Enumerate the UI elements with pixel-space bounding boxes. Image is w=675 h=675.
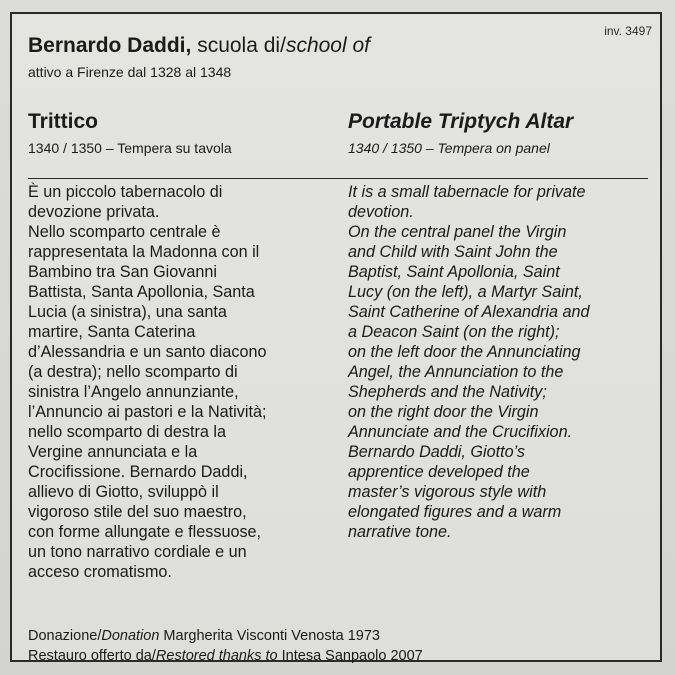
restoration-label-italian: Restauro offerto da/ (28, 648, 156, 664)
restoration-credit (28, 646, 423, 666)
description-line: a Deacon Saint (on the right); (348, 323, 560, 341)
description-line: con forme allungate e flessuose, (28, 523, 262, 541)
description-line: Annunciate and the Crucifixion. (348, 423, 573, 441)
language-separator: / (280, 34, 286, 57)
description-line: Vergine annunciata e la (28, 443, 198, 461)
description-line: vigoroso stile del suo maestro, (28, 503, 247, 521)
description-line: On the central panel the Virgin (348, 223, 567, 241)
description-line: l’Annuncio ai pastori e la Natività; (28, 403, 267, 421)
description-line: Crocifissione. Bernardo Daddi, (28, 463, 248, 481)
description-line: rappresentata la Madonna con il (28, 243, 260, 261)
description-line: Bernardo Daddi, Giotto’s (348, 443, 525, 461)
artist-heading (28, 33, 370, 59)
description-line: un tono narrativo cordiale e un (28, 543, 247, 561)
title-italian: Trittico (28, 110, 99, 133)
restoration-label-english: Restored thanks to (155, 648, 278, 664)
donation-label-english: Donation (101, 628, 160, 644)
donation-credit (28, 626, 423, 646)
description-line: allievo di Giotto, sviluppò il (28, 483, 219, 501)
description-line: martire, Santa Caterina (28, 323, 196, 341)
description-line: devozione privata. (28, 203, 160, 221)
donation-label-italian: Donazione/ (28, 628, 102, 644)
school-english: school of (285, 34, 370, 57)
description-line: and Child with Saint John the (348, 243, 558, 261)
artist-activity: attivo a Firenze dal 1328 al 1348 (28, 64, 232, 80)
description-line: on the left door the Annunciating (348, 343, 581, 361)
description-line: Angel, the Annunciation to the (348, 363, 564, 381)
description-line: It is a small tabernacle for private (348, 183, 586, 201)
description-line: narrative tone. (348, 523, 452, 541)
description-line: Saint Catherine of Alexandria and (348, 303, 590, 321)
date-medium-italian: 1340 / 1350 – Tempera su tavola (28, 140, 232, 156)
description-line: È un piccolo tabernacolo di (28, 183, 223, 201)
artist-name: Bernardo Daddi, (28, 34, 192, 57)
description-line: acceso cromatismo. (28, 563, 172, 581)
restorer-name: Intesa Sanpaolo 2007 (277, 648, 423, 664)
description-line: Battista, Santa Apollonia, Santa (28, 283, 255, 301)
inventory-number: inv. 3497 (604, 24, 652, 38)
description-line: apprentice developed the (348, 463, 530, 481)
museum-label-card (10, 12, 662, 662)
description-line: elongated figures and a warm (348, 503, 562, 521)
description-line: Baptist, Saint Apollonia, Saint (348, 263, 560, 281)
description-line: Lucy (on the left), a Martyr Saint, (348, 283, 583, 301)
description-italian (28, 182, 266, 582)
description-english (348, 182, 589, 542)
title-english: Portable Triptych Altar (348, 110, 574, 133)
divider-rule (28, 178, 648, 179)
credits (28, 626, 423, 666)
description-line: sinistra l’Angelo annunziante, (28, 383, 239, 401)
description-line: Nello scomparto centrale è (28, 223, 221, 241)
description-line: nello scomparto di destra la (28, 423, 226, 441)
description-line: devotion. (348, 203, 414, 221)
school-italian: scuola di (197, 34, 281, 57)
date-medium-english: 1340 / 1350 – Tempera on panel (348, 140, 550, 156)
description-line: (a destra); nello scomparto di (28, 363, 238, 381)
description-line: master’s vigorous style with (348, 483, 547, 501)
description-line: Shepherds and the Nativity; (348, 383, 547, 401)
description-line: Bambino tra San Giovanni (28, 263, 217, 281)
description-line: on the right door the Virgin (348, 403, 539, 421)
description-line: Lucia (a sinistra), una santa (28, 303, 227, 321)
description-line: d’Alessandria e un santo diacono (28, 343, 267, 361)
donor-name: Margherita Visconti Venosta 1973 (159, 628, 381, 644)
